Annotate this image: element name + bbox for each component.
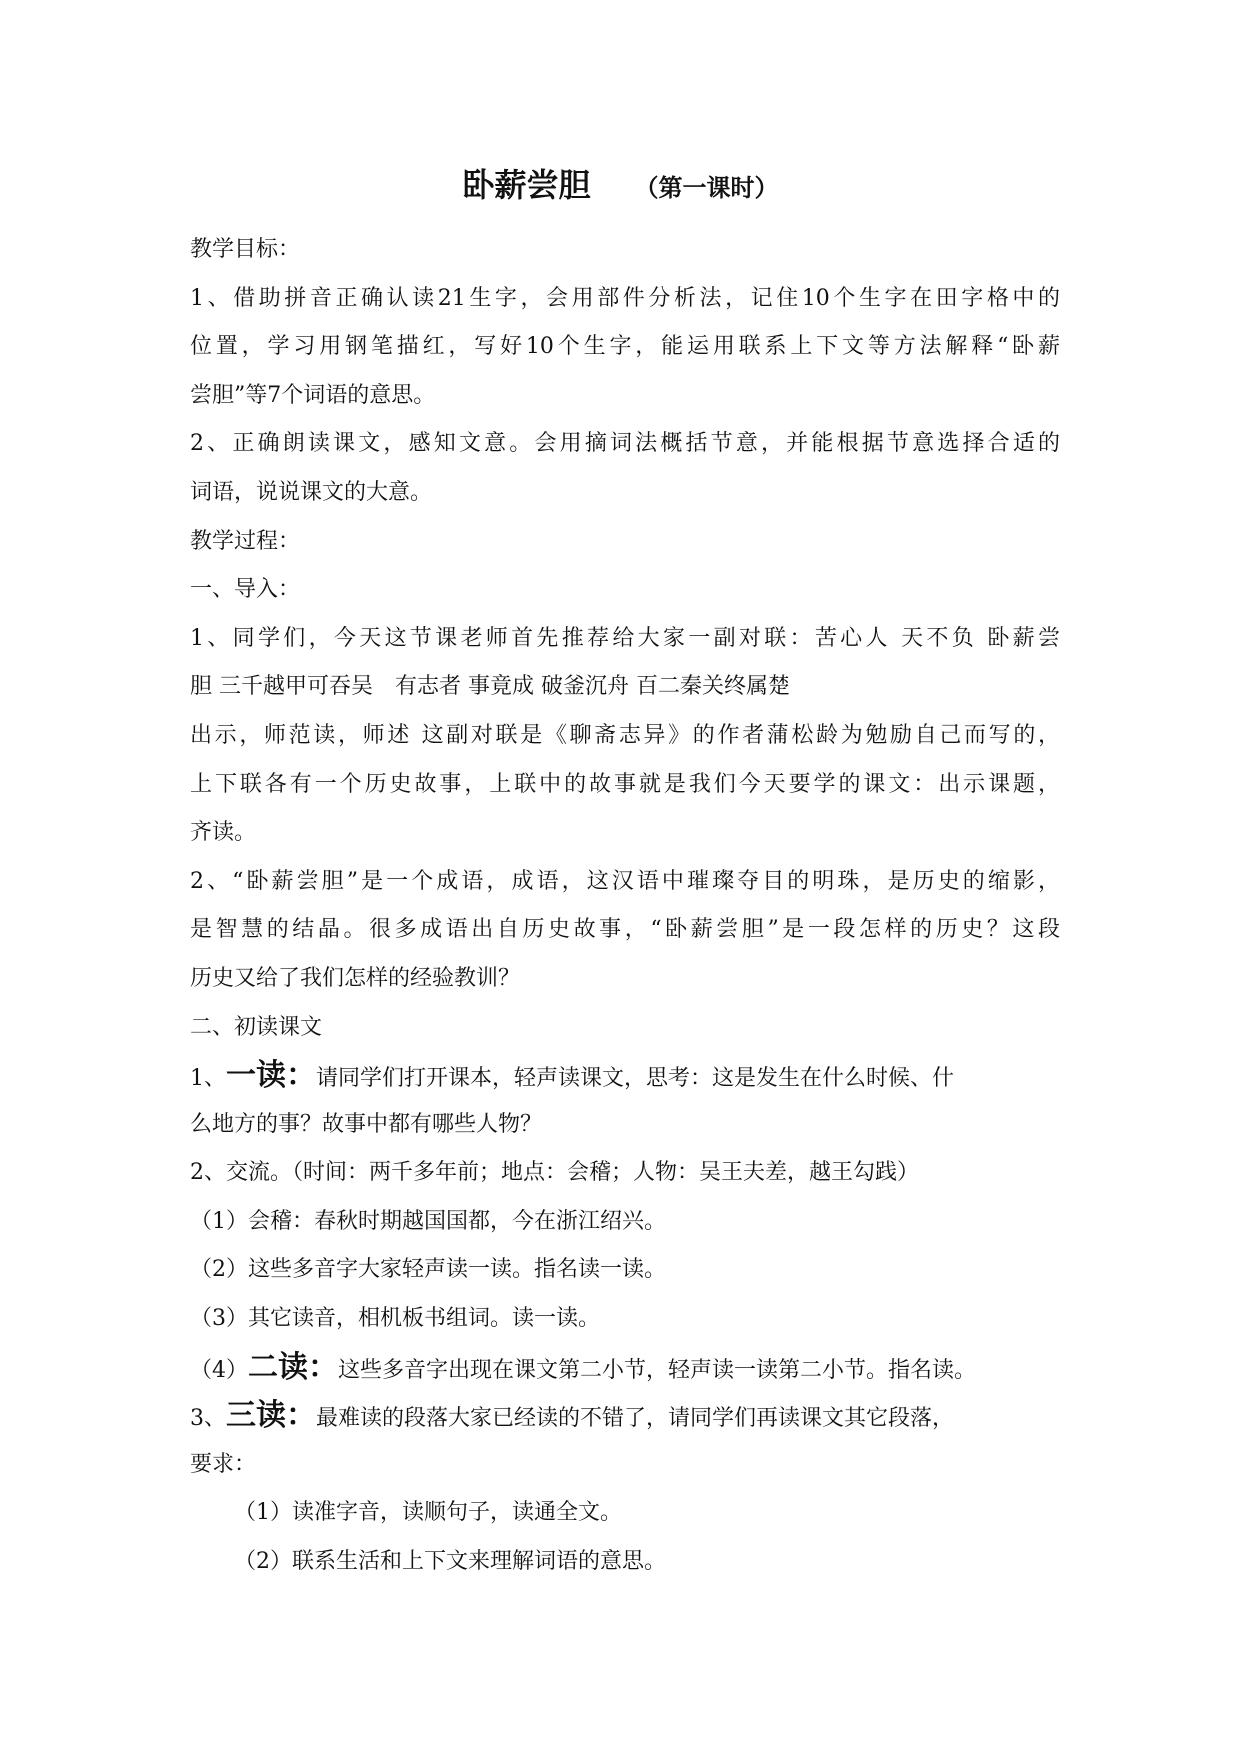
step-number: （4） bbox=[190, 1357, 248, 1383]
step-keyword: 一读： bbox=[226, 1058, 316, 1094]
paragraph-line: 2、“卧薪尝胆”是一个成语，成语，这汉语中璀璨夺目的明珠，是历史的缩影， bbox=[190, 868, 1060, 894]
section-heading: 二、初读课文 bbox=[190, 1014, 323, 1040]
paragraph-line: 出示，师范读，师述 这副对联是《聊斋志异》的作者蒲松龄为勉励自己而写的， bbox=[190, 722, 1060, 748]
lesson-title bbox=[0, 160, 1241, 206]
step-text: 请同学们打开课本，轻声读课文，思考：这是发生在什么时候、什 bbox=[316, 1066, 955, 1092]
paragraph-line: 上下联各有一个历史故事，上联中的故事就是我们今天要学的课文：出示课题， bbox=[190, 771, 1060, 797]
paragraph-line: 齐读。 bbox=[190, 820, 257, 846]
step-text: 最难读的段落大家已经读的不错了，请同学们再读课文其它段落， bbox=[316, 1406, 955, 1432]
paragraph-line: 尝胆”等7个词语的意思。 bbox=[190, 382, 436, 408]
lesson-body bbox=[190, 226, 1060, 1587]
paragraph-line: 2、交流。（时间：两千多年前；地点：会稽；人物：吴王夫差，越王勾践） bbox=[190, 1160, 919, 1186]
paragraph-line: 1、借助拼音正确认读21生字，会用部件分析法，记住10个生字在田字格中的 bbox=[190, 285, 1060, 311]
step-text: 这些多音字出现在课文第二小节，轻声读一读第二小节。指名读。 bbox=[338, 1357, 977, 1383]
step-line bbox=[190, 1052, 1060, 1101]
section-heading: 一、导入： bbox=[190, 577, 301, 603]
title-main: 卧薪尝胆 bbox=[462, 166, 591, 204]
list-item: （1）会稽：春秋时期越国国都，今在浙江绍兴。 bbox=[190, 1208, 666, 1234]
paragraph-line: 1、同学们，今天这节课老师首先推荐给大家一副对联：苦心人 天不负 卧薪尝 bbox=[190, 625, 1060, 651]
heading-process: 教学过程： bbox=[190, 528, 301, 554]
couplet-line: 胆 三千越甲可吞吴 有志者 事竟成 破釜沉舟 百二秦关终属楚 bbox=[190, 674, 790, 700]
list-item: （2）这些多音字大家轻声读一读。指名读一读。 bbox=[190, 1257, 666, 1283]
step-keyword: 三读： bbox=[226, 1398, 316, 1434]
step-number: 3、 bbox=[190, 1406, 226, 1432]
title-sub: （第一课时） bbox=[634, 174, 779, 202]
paragraph-line: 要求： bbox=[190, 1451, 257, 1477]
paragraph-line: 历史又给了我们怎样的经验教训？ bbox=[190, 965, 521, 991]
list-item: （2）联系生活和上下文来理解词语的意思。 bbox=[234, 1549, 666, 1575]
step-keyword: 二读： bbox=[248, 1349, 338, 1385]
step-line bbox=[190, 1344, 1060, 1393]
paragraph-line: 么地方的事？故事中都有哪些人物？ bbox=[190, 1111, 543, 1137]
list-item: （1）读准字音，读顺句子，读通全文。 bbox=[234, 1500, 622, 1526]
paragraph-line: 2、正确朗读课文，感知文意。会用摘词法概括节意，并能根据节意选择合适的 bbox=[190, 431, 1060, 457]
list-item: （3）其它读音，相机板书组词。读一读。 bbox=[190, 1306, 600, 1332]
paragraph-line: 位置，学习用钢笔描红，写好10个生字，能运用联系上下文等方法解释“卧薪 bbox=[190, 334, 1060, 360]
step-line bbox=[190, 1392, 1060, 1441]
paragraph-line: 词语，说说课文的大意。 bbox=[190, 479, 433, 505]
step-number: 1、 bbox=[190, 1066, 226, 1092]
heading-objectives: 教学目标： bbox=[190, 237, 301, 262]
paragraph-line: 是智慧的结晶。很多成语出自历史故事，“卧薪尝胆”是一段怎样的历史？这段 bbox=[190, 917, 1060, 943]
